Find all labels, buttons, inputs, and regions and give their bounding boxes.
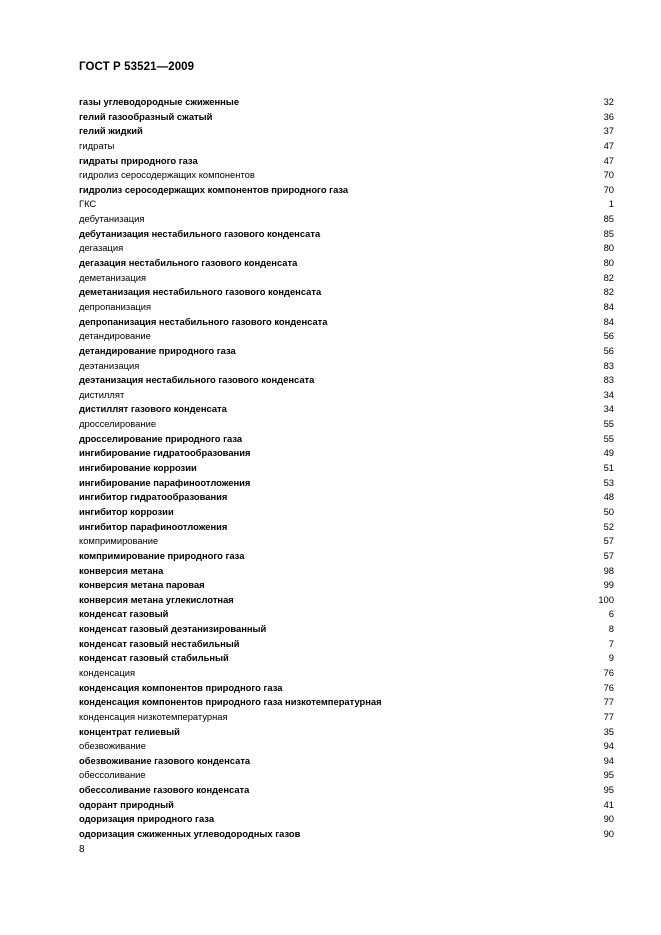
index-term: ингибирование парафиноотложения (79, 476, 251, 488)
index-term: дегазация (79, 242, 124, 254)
index-entry (79, 373, 614, 388)
index-page-number: 76 (603, 666, 614, 678)
index-page-number: 100 (598, 593, 614, 605)
index-entry (79, 622, 614, 637)
index-term: гелий газообразный сжатый (79, 110, 213, 122)
index-page-number: 53 (603, 476, 614, 488)
index-page-number: 70 (603, 169, 614, 181)
index-term: конденсация компонентов природного газа низкотемпературная (79, 696, 382, 708)
index-page-number: 98 (603, 564, 614, 576)
index-entry (79, 139, 614, 154)
index-page-number: 34 (603, 388, 614, 400)
index-page-number: 90 (603, 813, 614, 825)
index-page-number: 37 (603, 125, 614, 137)
index-entry (79, 681, 614, 696)
index-term: ингибитор парафиноотложения (79, 520, 228, 532)
index-term: гидраты природного газа (79, 154, 198, 166)
index-entry (79, 154, 614, 169)
index-page-number: 85 (603, 213, 614, 225)
index-term: одоризация природного газа (79, 813, 215, 825)
index-term: дистиллят (79, 388, 125, 400)
index-entry (79, 241, 614, 256)
index-entry (79, 607, 614, 622)
index-entry (79, 300, 614, 315)
index-entry (79, 637, 614, 652)
index-term: ингибирование гидратообразования (79, 447, 251, 459)
index-entry (79, 520, 614, 535)
index-page-number: 57 (603, 535, 614, 547)
index-term: дросселирование (79, 418, 157, 430)
index-term: депропанизация нестабильного газового конденсата (79, 315, 328, 327)
index-entry (79, 564, 614, 579)
index-term: гелий жидкий (79, 125, 143, 137)
index-page-number: 80 (603, 257, 614, 269)
index-entry (79, 183, 614, 198)
index-entry (79, 651, 614, 666)
index-entry (79, 168, 614, 183)
index-term: компримирование (79, 535, 159, 547)
index-term: конденсация компонентов природного газа (79, 681, 283, 693)
index-page-number: 55 (603, 418, 614, 430)
index-entry (79, 417, 614, 432)
index-term: ингибирование коррозии (79, 462, 197, 474)
index-page-number: 84 (603, 300, 614, 312)
index-term: ингибитор коррозии (79, 505, 174, 517)
index-entry (79, 549, 614, 564)
index-page-number: 83 (603, 359, 614, 371)
index-entry (79, 710, 614, 725)
index-entry (79, 227, 614, 242)
index-term: конверсия метана (79, 564, 164, 576)
index-term: деэтанизация (79, 359, 140, 371)
index-term: обессоливание газового конденсата (79, 784, 250, 796)
index-term: газы углеводородные сжиженные (79, 96, 240, 107)
index-page-number: 85 (603, 227, 614, 239)
index-term: детандирование природного газа (79, 344, 236, 356)
index-page-number: 32 (603, 96, 614, 107)
index-page-number: 47 (603, 139, 614, 151)
index-page-number: 94 (603, 754, 614, 766)
index-page-number: 56 (603, 344, 614, 356)
index-term: гидролиз серосодержащих компонентов природного газа (79, 183, 349, 195)
index-page-number: 50 (603, 505, 614, 517)
index-term: обезвоживание (79, 740, 146, 752)
index-entry (79, 285, 614, 300)
index-term: дросселирование природного газа (79, 432, 243, 444)
index-term: деметанизация нестабильного газового конденсата (79, 286, 322, 298)
index-page-number: 57 (603, 549, 614, 561)
index-page-number: 82 (603, 271, 614, 283)
index-entry (79, 812, 614, 827)
index-page-number: 34 (603, 403, 614, 415)
index-entry (79, 432, 614, 447)
index-term: обезвоживание газового конденсата (79, 754, 251, 766)
index-term: конверсия метана паровая (79, 579, 205, 591)
index-page-number: 6 (608, 608, 614, 620)
index-page-number: 41 (603, 798, 614, 810)
index-entry (79, 315, 614, 330)
index-entry (79, 359, 614, 374)
index-page-number: 94 (603, 740, 614, 752)
index-term: гидраты (79, 139, 115, 151)
index-page-number: 52 (603, 520, 614, 532)
index-page-number: 90 (603, 828, 614, 840)
index-entry (79, 388, 614, 403)
index-entry (79, 783, 614, 798)
index-entry (79, 197, 614, 212)
index-page-number: 47 (603, 154, 614, 166)
index-entry (79, 446, 614, 461)
index-entry (79, 461, 614, 476)
index-entry (79, 725, 614, 740)
index-entry (79, 95, 614, 110)
index-page-number: 9 (608, 652, 614, 664)
index-entry (79, 124, 614, 139)
index-term: дегазация нестабильного газового конденсата (79, 257, 298, 269)
document-header: ГОСТ Р 53521—2009 (79, 61, 195, 73)
index-page-number: 95 (603, 784, 614, 796)
index-entry (79, 578, 614, 593)
index-entry (79, 798, 614, 813)
index-page-number: 49 (603, 447, 614, 459)
index-page-number: 35 (603, 725, 614, 737)
index-term: ГКС (79, 198, 97, 210)
alphabetical-index (79, 95, 614, 842)
index-entry (79, 490, 614, 505)
index-term: деэтанизация нестабильного газового конденсата (79, 374, 315, 386)
index-page-number: 82 (603, 286, 614, 298)
page-number: 8 (79, 844, 85, 855)
index-page-number: 48 (603, 491, 614, 503)
index-page-number: 84 (603, 315, 614, 327)
index-term: конденсат газовый (79, 608, 169, 620)
index-term: конденсация низкотемпературная (79, 710, 228, 722)
index-page-number: 56 (603, 330, 614, 342)
index-page-number: 51 (603, 462, 614, 474)
index-entry (79, 212, 614, 227)
index-term: дистиллят газового конденсата (79, 403, 227, 415)
index-entry (79, 476, 614, 491)
index-page-number: 1 (608, 198, 614, 210)
index-term: конденсация (79, 666, 136, 678)
index-term: концентрат гелиевый (79, 725, 180, 737)
index-entry (79, 768, 614, 783)
index-entry (79, 329, 614, 344)
index-page-number: 77 (603, 696, 614, 708)
index-entry (79, 402, 614, 417)
index-entry (79, 666, 614, 681)
index-entry (79, 827, 614, 842)
index-entry (79, 271, 614, 286)
index-page-number: 83 (603, 374, 614, 386)
index-page-number: 99 (603, 579, 614, 591)
index-page-number: 76 (603, 681, 614, 693)
index-entry (79, 256, 614, 271)
index-page-number: 8 (608, 623, 614, 635)
index-entry (79, 110, 614, 125)
index-term: конденсат газовый нестабильный (79, 637, 240, 649)
index-term: конверсия метана углекислотная (79, 593, 234, 605)
index-page-number: 36 (603, 110, 614, 122)
index-page-number: 80 (603, 242, 614, 254)
index-entry (79, 534, 614, 549)
index-page-number: 7 (608, 637, 614, 649)
index-term: одорант природный (79, 798, 174, 810)
index-page-number: 77 (603, 710, 614, 722)
index-entry (79, 739, 614, 754)
index-term: дебутанизация нестабильного газового конденсата (79, 227, 321, 239)
index-term: конденсат газовый стабильный (79, 652, 229, 664)
index-term: обессоливание (79, 769, 146, 781)
index-page-number: 95 (603, 769, 614, 781)
index-entry (79, 505, 614, 520)
index-term: компримирование природного газа (79, 549, 245, 561)
index-term: конденсат газовый деэтанизированный (79, 623, 267, 635)
index-page-number: 55 (603, 432, 614, 444)
index-term: гидролиз серосодержащих компонентов (79, 169, 255, 181)
index-entry (79, 344, 614, 359)
index-term: дебутанизация (79, 213, 145, 225)
index-term: депропанизация (79, 300, 152, 312)
index-term: ингибитор гидратообразования (79, 491, 228, 503)
index-entry (79, 593, 614, 608)
index-entry (79, 754, 614, 769)
index-term: одоризация сжиженных углеводородных газов (79, 828, 301, 840)
index-term: деметанизация (79, 271, 147, 283)
index-term: детандирование (79, 330, 151, 342)
index-page-number: 70 (603, 183, 614, 195)
index-entry (79, 695, 614, 710)
